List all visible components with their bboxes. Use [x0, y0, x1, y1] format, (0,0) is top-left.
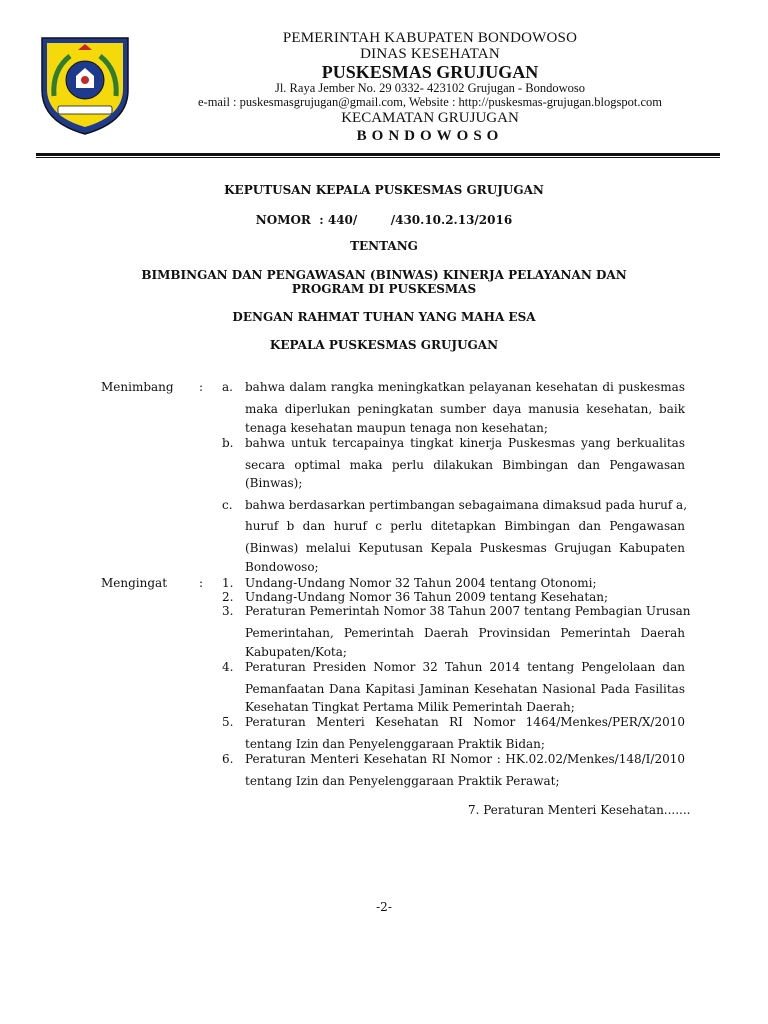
mengingat-marker-3: 3. [222, 604, 234, 618]
menimbang-label: Menimbang [101, 380, 174, 394]
mengingat-marker-5: 5. [222, 715, 234, 729]
mengingat-4-line-1: Peraturan Presiden Nomor 32 Tahun 2014 tentang Pengelolaan dan [245, 660, 685, 674]
mengingat-colon: : [199, 576, 204, 590]
mengingat-marker-6: 6. [222, 752, 234, 766]
decree-title: KEPUTUSAN KEPALA PUSKESMAS GRUJUGAN [224, 183, 544, 197]
mengingat-2-line-1: Undang-Undang Nomor 36 Tahun 2009 tentang Kesehatan; [245, 590, 609, 604]
letterhead-government-line: PEMERINTAH KABUPATEN BONDOWOSO [282, 30, 578, 46]
mengingat-marker-2: 2. [222, 590, 234, 604]
letterhead-address: Jl. Raya Jember No. 29 0332- 423102 Grujugan - Bondowoso [274, 81, 586, 95]
mengingat-label: Mengingat [101, 576, 168, 590]
letterhead-contact: e-mail : puskesmasgrujugan@gmail.com, Website : http://puskesmas-grujugan.blogspot.com [197, 95, 663, 109]
mengingat-marker-4: 4. [222, 660, 234, 674]
menimbang-a-line-1: bahwa dalam rangka meningkatkan pelayanan kesehatan di puskesmas [245, 380, 685, 394]
mengingat-6-line-2: tentang Izin dan Penyelenggaraan Praktik Perawat; [245, 774, 560, 788]
menimbang-colon: : [199, 380, 204, 394]
page-number: -2- [376, 900, 392, 914]
decree-subject-line-2: PROGRAM DI PUSKESMAS [291, 282, 477, 296]
letterhead-puskesmas-name: PUSKESMAS GRUJUGAN [321, 62, 539, 82]
menimbang-marker-c: c. [222, 498, 233, 512]
menimbang-b-line-1: bahwa untuk tercapainya tingkat kinerja Puskesmas yang berkualitas [245, 436, 685, 450]
mengingat-4-line-3: Kesehatan Tingkat Pertama Milik Pemerintah Daerah; [245, 700, 575, 714]
decree-number: NOMOR : 440/ /430.10.2.13/2016 [255, 213, 513, 227]
decree-subject-line-1: BIMBINGAN DAN PENGAWASAN (BINWAS) KINERJA PELAYANAN DAN [141, 268, 627, 282]
menimbang-c-line-3: (Binwas) melalui Keputusan Kepala Puskesmas Grujugan Kabupaten [245, 541, 685, 555]
continuation-catchword: 7. Peraturan Menteri Kesehatan....... [468, 803, 691, 817]
decree-about: TENTANG [350, 239, 418, 253]
mengingat-3-line-2: Pemerintahan, Pemerintah Daerah Provinsidan Pemerintah Daerah [245, 626, 685, 640]
menimbang-marker-a: a. [222, 380, 233, 394]
mengingat-marker-1: 1. [222, 576, 234, 590]
menimbang-c-line-2: huruf b dan huruf c perlu ditetapkan Bimbingan dan Pengawasan [245, 519, 685, 533]
menimbang-marker-b: b. [222, 436, 234, 450]
mengingat-1-line-1: Undang-Undang Nomor 32 Tahun 2004 tentang Otonomi; [245, 576, 597, 590]
letterhead-thick-rule [36, 153, 720, 156]
menimbang-a-line-3: tenaga kesehatan maupun tenaga non kesehatan; [245, 421, 548, 435]
mengingat-5-line-1: Peraturan Menteri Kesehatan RI Nomor 1464/Menkes/PER/X/2010 [245, 715, 685, 729]
letterhead-department-line: DINAS KESEHATAN [360, 46, 500, 62]
mengingat-3-line-3: Kabupaten/Kota; [245, 645, 347, 659]
menimbang-c-line-4: Bondowoso; [245, 560, 319, 574]
letterhead-subdistrict: KECAMATAN GRUJUGAN [341, 110, 519, 126]
decree-blessing: DENGAN RAHMAT TUHAN YANG MAHA ESA [232, 310, 536, 324]
decree-issuer: KEPALA PUSKESMAS GRUJUGAN [269, 338, 499, 352]
mengingat-3-line-1: Peraturan Pemerintah Nomor 38 Tahun 2007 tentang Pembagian Urusan [245, 604, 691, 618]
letterhead-thin-rule [36, 157, 720, 158]
mengingat-6-line-1: Peraturan Menteri Kesehatan RI Nomor : HK.02.02/Menkes/148/I/2010 [245, 752, 685, 766]
mengingat-4-line-2: Pemanfaatan Dana Kapitasi Jaminan Kesehatan Nasional Pada Fasilitas [245, 682, 685, 696]
menimbang-a-line-2: maka diperlukan peningkatan sumber daya manusia kesehatan, baik [245, 402, 685, 416]
letterhead-city: BONDOWOSO [356, 128, 504, 144]
mengingat-5-line-2: tentang Izin dan Penyelenggaraan Praktik Bidan; [245, 737, 545, 751]
menimbang-b-line-3: (Binwas); [245, 476, 303, 490]
menimbang-c-line-1: bahwa berdasarkan pertimbangan sebagaimana dimaksud pada huruf a, [245, 498, 688, 512]
menimbang-b-line-2: secara optimal maka perlu dilakukan Bimbingan dan Pengawasan [245, 458, 685, 472]
